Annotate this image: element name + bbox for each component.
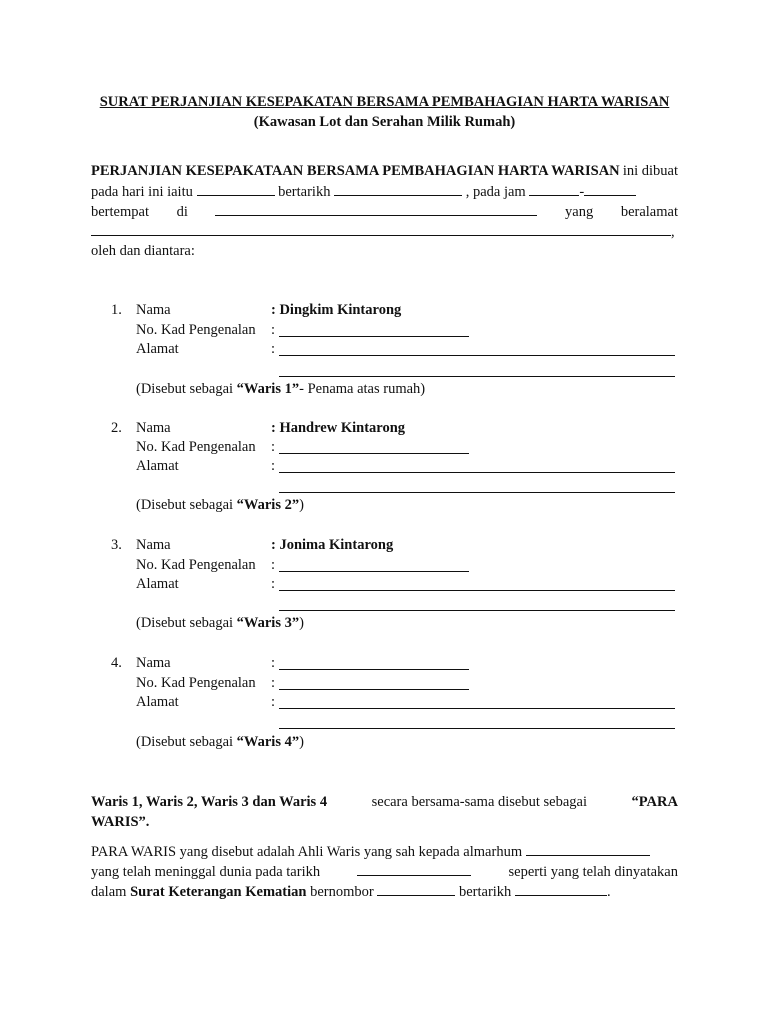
- address-label: Alamat: [136, 694, 179, 710]
- document-subtitle: (Kawasan Lot dan Serahan Milik Rumah): [253, 114, 516, 130]
- party-reference: [136, 497, 304, 514]
- closing-in-label: dalam: [91, 884, 127, 900]
- closing-heirs-text: PARA WARIS yang disebut adalah Ahli Waris yang sah kepada almarhum: [91, 844, 523, 860]
- address-colon: :: [271, 694, 276, 710]
- day-blank: [197, 183, 275, 196]
- reference-alias: “Waris 1”: [236, 381, 300, 397]
- id-blank: [279, 336, 469, 337]
- intro-line-5: oleh dan diantara:: [91, 243, 195, 259]
- closing-line-1: [91, 843, 678, 861]
- time-separator: -: [579, 184, 585, 200]
- address-blank-1: [279, 708, 675, 709]
- reference-rest: - Penama atas rumah): [299, 381, 426, 397]
- address-colon: :: [271, 341, 276, 357]
- address-blank-2: [279, 728, 675, 729]
- name-label: Nama: [136, 302, 171, 318]
- closing-stated-text: seperti yang telah dinyatakan: [508, 864, 678, 880]
- reference-rest: ): [299, 734, 304, 750]
- name-label: Nama: [136, 420, 171, 436]
- party-reference: [136, 734, 304, 751]
- id-colon: :: [271, 322, 276, 338]
- name-colon: :: [271, 655, 276, 671]
- reference-prefix: (Disebut sebagai: [136, 497, 237, 513]
- party-number: 3.: [111, 537, 122, 553]
- address-blank-1: [279, 590, 675, 591]
- party-number: 2.: [111, 420, 122, 436]
- time-end-blank: [584, 183, 636, 196]
- closing-death-date-label: yang telah meninggal dunia pada tarikh: [91, 864, 321, 880]
- reference-rest: ): [299, 497, 304, 513]
- intro-address-label: beralamat: [620, 204, 678, 220]
- reference-alias: “Waris 4”: [236, 734, 300, 750]
- certificate-date-blank: [515, 883, 607, 896]
- id-colon: :: [271, 439, 276, 455]
- party-number: 1.: [111, 302, 122, 318]
- intro-date-label: bertarikh: [278, 184, 331, 200]
- intro-yang: yang: [565, 204, 594, 220]
- party-name: : Handrew Kintarong: [271, 420, 406, 436]
- intro-heading: PERJANJIAN KESEPAKATAAN BERSAMA PEMBAHAGIAN HARTA WARISAN: [91, 163, 620, 179]
- address-label: Alamat: [136, 576, 179, 592]
- death-date-blank: [357, 863, 471, 876]
- address-blank: [91, 223, 671, 236]
- intro-place-di: di: [176, 204, 188, 220]
- closing-line-3: [91, 883, 678, 901]
- summary-middle: secara bersama-sama disebut sebagai: [371, 794, 587, 810]
- summary-line-1: [91, 794, 678, 811]
- closing-number-label: bernombor: [310, 884, 374, 900]
- address-colon: :: [271, 458, 276, 474]
- address-label: Alamat: [136, 458, 179, 474]
- address-label: Alamat: [136, 341, 179, 357]
- intro-heading-rest: ini dibuat: [622, 163, 678, 179]
- address-comma: ,: [671, 224, 675, 240]
- address-blank-1: [279, 355, 675, 356]
- intro-day-label: pada hari ini iaitu: [91, 184, 193, 200]
- party-name: : Jonima Kintarong: [271, 537, 394, 553]
- id-colon: :: [271, 557, 276, 573]
- reference-prefix: (Disebut sebagai: [136, 615, 237, 631]
- intro-line-4: [91, 223, 678, 241]
- party-reference: [136, 615, 304, 632]
- death-certificate-label: Surat Keterangan Kematian: [130, 884, 307, 900]
- intro-line-3: [91, 203, 678, 221]
- party-name: : Dingkim Kintarong: [271, 302, 402, 318]
- id-colon: :: [271, 675, 276, 691]
- id-blank: [279, 453, 469, 454]
- address-blank-1: [279, 472, 675, 473]
- address-blank-2: [279, 492, 675, 493]
- reference-alias: “Waris 3”: [236, 615, 300, 631]
- name-label: Nama: [136, 655, 171, 671]
- summary-para-open: “PARA: [631, 794, 678, 810]
- intro-line-2: [91, 183, 678, 201]
- name-label: Nama: [136, 537, 171, 553]
- reference-prefix: (Disebut sebagai: [136, 734, 237, 750]
- certificate-number-blank: [377, 883, 455, 896]
- summary-heirs-list: Waris 1, Waris 2, Waris 3 dan Waris 4: [91, 794, 328, 810]
- id-label: No. Kad Pengenalan: [136, 675, 256, 691]
- id-blank: [279, 571, 469, 572]
- party-number: 4.: [111, 655, 122, 671]
- intro-time-label: , pada jam: [465, 184, 526, 200]
- party-reference: [136, 381, 425, 398]
- closing-date-label: bertarikh: [458, 884, 512, 900]
- intro-place-label: bertempat: [91, 204, 149, 220]
- summary-line-2: [91, 814, 678, 831]
- place-blank: [215, 203, 537, 216]
- reference-prefix: (Disebut sebagai: [136, 381, 237, 397]
- name-blank: [279, 669, 469, 670]
- reference-alias: “Waris 2”: [236, 497, 300, 513]
- id-label: No. Kad Pengenalan: [136, 439, 256, 455]
- closing-line-2: [91, 863, 678, 881]
- address-blank-2: [279, 610, 675, 611]
- id-blank: [279, 689, 469, 690]
- time-start-blank: [529, 183, 579, 196]
- reference-rest: ): [299, 615, 304, 631]
- id-label: No. Kad Pengenalan: [136, 322, 256, 338]
- closing-period: .: [606, 884, 611, 900]
- id-label: No. Kad Pengenalan: [136, 557, 256, 573]
- summary-para-close: WARIS”.: [91, 814, 150, 830]
- document-title: SURAT PERJANJIAN KESEPAKATAN BERSAMA PEMBAHAGIAN HARTA WARISAN: [99, 94, 670, 110]
- address-colon: :: [271, 576, 276, 592]
- date-blank: [334, 183, 462, 196]
- deceased-name-blank: [526, 843, 650, 856]
- intro-line-1: [91, 163, 678, 180]
- address-blank-2: [279, 376, 675, 377]
